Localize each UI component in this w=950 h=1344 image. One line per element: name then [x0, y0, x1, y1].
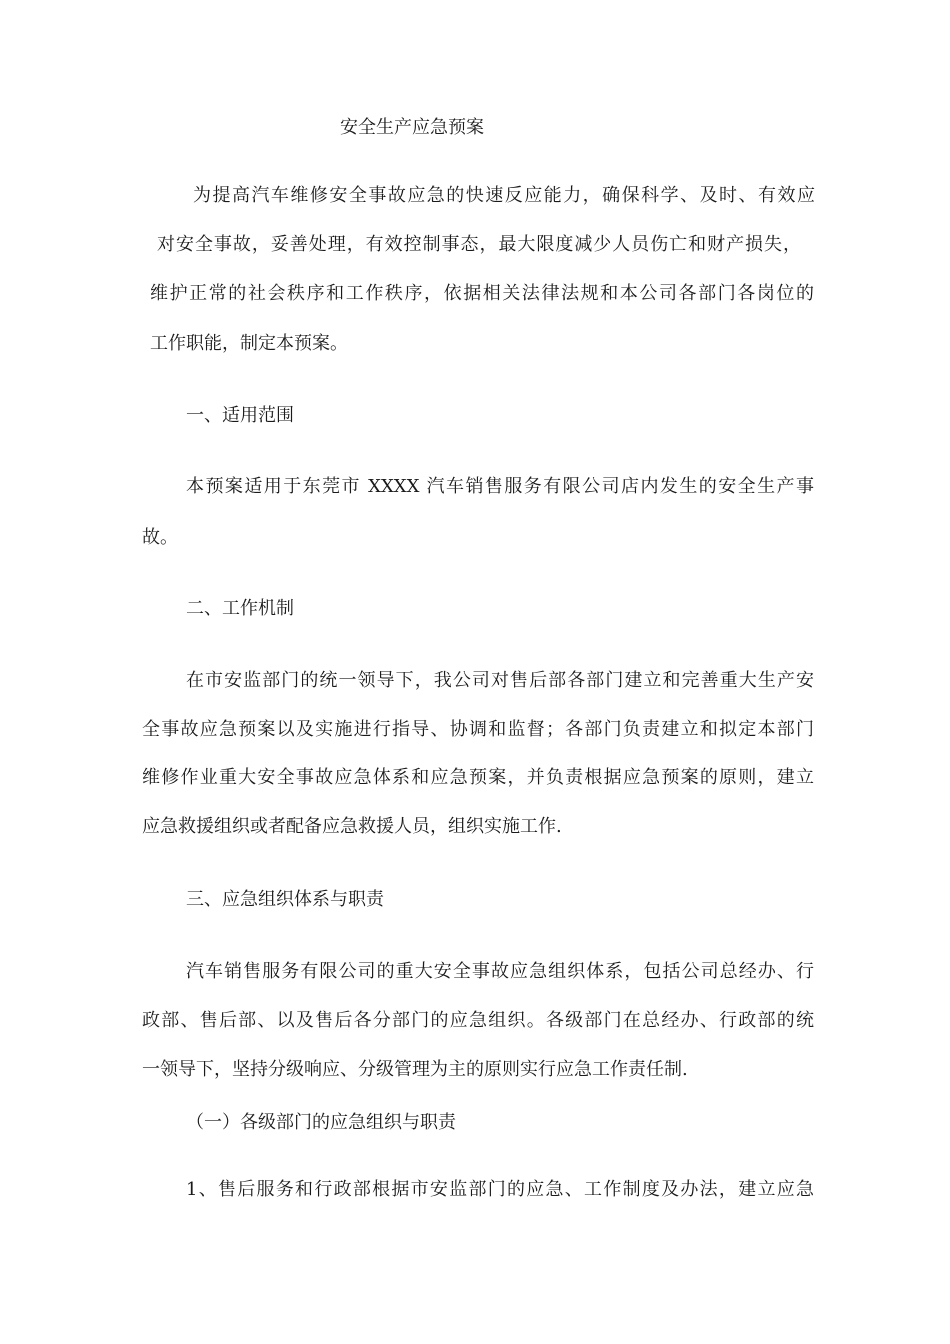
- intro-line-2: 对安全事故，妥善处理，有效控制事态，最大限度减少人员伤亡和财产损失，: [157, 234, 801, 255]
- section3-line-1: 汽车销售服务有限公司的重大安全事故应急组织体系，包括公司总经办、行: [186, 961, 814, 982]
- section3-heading: 三、应急组织体系与职责: [186, 889, 384, 910]
- section3-line-2: 政部、售后部、以及售后各分部门的应急组织。各级部门在总经办、行政部的统: [142, 1010, 814, 1031]
- section2-line-3: 维修作业重大安全事故应急体系和应急预案，并负责根据应急预案的原则，建立: [142, 767, 814, 788]
- section2-heading: 二、工作机制: [186, 598, 294, 619]
- section2-line-1: 在市安监部门的统一领导下，我公司对售后部各部门建立和完善重大生产安: [186, 670, 814, 691]
- intro-line-3: 维护正常的社会秩序和工作秩序，依据相关法律法规和本公司各部门各岗位的: [150, 283, 814, 304]
- section1-heading: 一、适用范围: [186, 405, 294, 426]
- document-title: 安全生产应急预案: [340, 117, 484, 138]
- section1-line-1: 本预案适用于东莞市 XXXX 汽车销售服务有限公司店内发生的安全生产事: [186, 476, 814, 497]
- section2-line-2: 全事故应急预案以及实施进行指导、协调和监督；各部门负责建立和拟定本部门: [142, 719, 814, 740]
- section3-item-1: 1、售后服务和行政部根据市安监部门的应急、工作制度及办法，建立应急: [186, 1179, 814, 1200]
- section3-subheading: （一）各级部门的应急组织与职责: [186, 1112, 456, 1133]
- intro-line-1: 为提高汽车维修安全事故应急的快速反应能力，确保科学、及时、有效应: [193, 185, 815, 206]
- section1-line-2: 故。: [142, 527, 178, 548]
- intro-line-4: 工作职能，制定本预案。: [150, 333, 348, 354]
- section3-line-3: 一领导下，坚持分级响应、分级管理为主的原则实行应急工作责任制.: [142, 1059, 688, 1080]
- section2-line-4: 应急救援组织或者配备应急救援人员，组织实施工作.: [142, 816, 562, 837]
